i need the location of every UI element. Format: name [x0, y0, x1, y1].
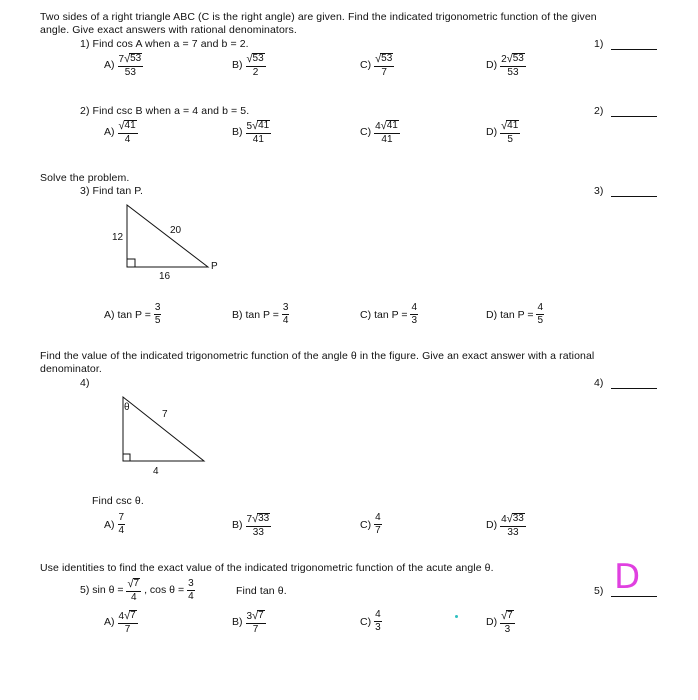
q3-answer-line[interactable] [611, 186, 657, 197]
q3-vertex-p: P [211, 261, 218, 272]
q5-option-a-coef: 4 [118, 610, 125, 622]
q4-option-b-letter: B) [232, 519, 243, 532]
section2-heading: Solve the problem. [40, 172, 130, 184]
q4-option-c-num: 4 [375, 512, 381, 523]
q4-answer-label: 4) [594, 377, 604, 389]
q3-option-d-num: 4 [537, 302, 544, 313]
q3-hypotenuse: 20 [170, 225, 182, 236]
q5-option-d-value: √ 7 3 [501, 609, 513, 635]
q4-triangle-figure [110, 393, 220, 483]
q2-option-a-value: √ 41 4 [118, 119, 136, 145]
q4-number: 4) [80, 377, 90, 389]
q2-option-b-value: 5 √ 41 41 [246, 119, 270, 145]
q2-option-c-den: 41 [381, 133, 393, 145]
q4-option-b-value: 7 √ 33 33 [246, 512, 270, 538]
q5-option-d-den: 3 [504, 623, 511, 635]
q2-option-a-letter: A) [104, 126, 115, 139]
q1-option-c-letter: C) [360, 59, 372, 72]
q5-option-c-den: 3 [375, 622, 381, 633]
q5-option-a[interactable] [104, 610, 138, 635]
q4-option-c[interactable] [360, 513, 382, 536]
q1-option-c-den: 7 [381, 66, 387, 78]
q1-option-d-radicand: 53 [512, 53, 524, 64]
q1-option-a-coef: 7 [118, 53, 125, 65]
q2-answer-line[interactable] [611, 106, 657, 117]
q1-option-c-value: √ 53 7 [375, 52, 393, 78]
q3-side-vertical: 12 [112, 232, 124, 243]
q1-option-b[interactable] [232, 53, 266, 78]
q3-answer-label: 3) [594, 185, 604, 197]
q3-option-c[interactable] [360, 303, 418, 326]
q5-option-a-den: 7 [124, 623, 131, 635]
q1-option-c[interactable] [360, 53, 394, 78]
q1-answer-label: 1) [594, 38, 604, 50]
q4-option-d-letter: D) [486, 519, 498, 532]
q5-cos-prefix: , cos θ = [144, 584, 185, 597]
q3-option-b[interactable] [232, 303, 289, 326]
section3-instructions-line1: Find the value of the indicated trigonometric function of the angle θ in the figure. Give an exact answer with a rational [40, 350, 595, 362]
q1-option-d-den: 53 [507, 66, 519, 78]
q3-option-c-letter: C) [360, 308, 372, 321]
q4-angle-theta: θ [124, 402, 130, 413]
q4-option-b-den: 33 [252, 526, 264, 538]
q5-option-d-radicand: 7 [507, 610, 513, 621]
q4-option-d-coef: 4 [501, 513, 507, 525]
q1-option-d-coef: 2 [501, 53, 507, 65]
q2-option-c-coef: 4 [375, 120, 381, 132]
q5-answer-label: 5) [594, 585, 604, 597]
q1-option-b-radicand: 53 [252, 53, 264, 64]
q5-option-b-coef: 3 [246, 610, 253, 622]
q2-answer-blank[interactable] [594, 105, 657, 117]
q4-option-a-num: 7 [118, 512, 125, 523]
section1-instructions-line2: angle. Give exact answers with rational denominators. [40, 24, 297, 36]
q5-sin-value: √ 7 4 [127, 577, 140, 603]
q4-right-angle-mark [123, 454, 130, 461]
q3-option-d-prefix: tan P = [500, 308, 534, 321]
q3-option-c-value [410, 303, 418, 326]
q2-option-b[interactable] [232, 120, 271, 145]
q4-option-a-den: 4 [118, 525, 125, 536]
q3-option-a[interactable] [104, 303, 161, 326]
q1-option-a-value: 7 √ 53 53 [118, 52, 142, 78]
q4-answer-line[interactable] [611, 378, 657, 389]
q5-option-b-letter: B) [232, 616, 243, 629]
q4-option-b[interactable] [232, 513, 271, 538]
q5-option-c-value [374, 610, 382, 633]
q5-cos-num: 3 [188, 577, 194, 589]
q4-option-c-value [374, 513, 382, 536]
q5-cos-value [187, 579, 195, 602]
q4-option-b-radicand: 33 [258, 513, 270, 524]
q3-option-d-den: 5 [537, 315, 544, 326]
q2-option-c[interactable] [360, 120, 400, 145]
q2-option-d-value: √ 41 5 [501, 119, 519, 145]
q5-option-c-num: 4 [375, 609, 381, 620]
q3-option-d-value [536, 303, 544, 326]
q2-option-c-radicand: 41 [386, 120, 398, 131]
q5-option-b-radicand: 7 [258, 610, 264, 621]
q5-cos-den: 4 [188, 590, 194, 602]
q3-option-c-num: 4 [411, 302, 418, 313]
q1-option-b-den: 2 [252, 66, 259, 78]
q4-option-a-value [118, 513, 126, 536]
q3-option-b-prefix: tan P = [245, 308, 279, 321]
q1-option-a-den: 53 [124, 66, 136, 78]
q3-option-a-den: 5 [154, 315, 161, 326]
q3-right-angle-mark [127, 259, 135, 267]
q2-option-c-value: 4 √ 41 41 [375, 119, 398, 145]
q3-option-b-letter: B) [232, 308, 243, 321]
q3-option-d-letter: D) [486, 308, 498, 321]
q3-answer-blank[interactable] [594, 185, 657, 197]
q1-answer-line[interactable] [611, 39, 657, 50]
q3-option-a-value [154, 303, 162, 326]
q1-option-a-letter: A) [104, 59, 115, 72]
section3-instructions-line2: denominator. [40, 363, 102, 375]
q5-option-c[interactable] [360, 610, 382, 633]
q4-option-a-letter: A) [104, 518, 115, 531]
q4-option-d[interactable] [486, 513, 526, 538]
q1-option-d-letter: D) [486, 59, 498, 72]
q2-option-c-letter: C) [360, 126, 372, 139]
q3-option-a-prefix: tan P = [117, 308, 151, 321]
q3-side-horizontal: 16 [159, 271, 171, 282]
q3-option-c-prefix: tan P = [374, 308, 408, 321]
q4-option-d-value: 4 √ 33 33 [501, 512, 524, 538]
q3-triangle [127, 205, 208, 267]
q4-hypotenuse: 7 [162, 409, 168, 420]
q5-option-b-value: 3 √ 7 7 [246, 609, 264, 635]
q2-prompt: 2) Find csc B when a = 4 and b = 5. [80, 105, 250, 117]
q2-option-d-letter: D) [486, 126, 498, 139]
q2-option-b-letter: B) [232, 126, 243, 139]
q4-base: 4 [153, 466, 159, 477]
q1-option-b-letter: B) [232, 59, 243, 72]
q2-option-b-den: 41 [252, 133, 264, 145]
q1-option-a-radicand: 53 [130, 53, 142, 64]
q3-option-b-num: 3 [282, 302, 289, 313]
stray-dot [455, 615, 458, 618]
q3-option-b-value [282, 303, 290, 326]
q2-option-a-radicand: 41 [124, 120, 136, 131]
q3-prompt: 3) Find tan P. [80, 185, 144, 197]
q3-option-a-num: 3 [154, 302, 161, 313]
q3-triangle-figure [100, 195, 230, 285]
q5-option-d-letter: D) [486, 616, 498, 629]
q2-option-a-den: 4 [124, 133, 131, 145]
q4-option-c-letter: C) [360, 518, 372, 531]
q5-option-a-value: 4 √ 7 7 [118, 609, 136, 635]
q5-sin-radicand: 7 [133, 578, 140, 589]
q4-option-a[interactable] [104, 513, 125, 536]
q1-option-c-radicand: 53 [381, 53, 393, 64]
q5-option-d[interactable] [486, 610, 515, 635]
q5-prefix: 5) sin θ = [80, 584, 124, 597]
q5-handwritten-answer: D [614, 557, 641, 597]
q5-option-c-letter: C) [360, 615, 372, 628]
q3-option-b-den: 4 [282, 315, 289, 326]
q2-answer-label: 2) [594, 105, 604, 117]
q4-option-b-coef: 7 [246, 513, 253, 525]
q1-answer-blank[interactable] [594, 38, 657, 50]
q4-prompt: Find csc θ. [92, 495, 144, 507]
q2-option-a[interactable] [104, 120, 138, 145]
q5-option-a-letter: A) [104, 616, 115, 629]
q2-option-d-radicand: 41 [507, 120, 519, 131]
q4-option-d-radicand: 33 [512, 513, 524, 524]
section4-instructions: Use identities to find the exact value of the indicated trigonometric function of the acute angle θ. [40, 562, 494, 574]
section1-instructions-line1: Two sides of a right triangle ABC (C is the right angle) are given. Find the indicated trigonometric function of the given [40, 11, 597, 23]
q3-option-c-den: 3 [411, 315, 418, 326]
q2-option-d-den: 5 [507, 133, 513, 145]
q2-option-d[interactable] [486, 120, 520, 145]
q2-option-b-coef: 5 [246, 120, 253, 132]
q5-find: Find tan θ. [236, 585, 287, 597]
q5-option-b-den: 7 [252, 623, 259, 635]
q1-option-d-value: 2 √ 53 53 [501, 52, 524, 78]
q2-option-b-radicand: 41 [258, 120, 270, 131]
q5-option-a-radicand: 7 [130, 610, 136, 621]
q5-option-b[interactable] [232, 610, 266, 635]
q1-option-d[interactable] [486, 53, 526, 78]
q3-option-d[interactable] [486, 303, 544, 326]
q4-answer-blank[interactable] [594, 377, 657, 389]
q4-option-d-den: 33 [507, 526, 519, 538]
q1-option-a[interactable] [104, 53, 143, 78]
q4-triangle [123, 397, 204, 461]
q4-option-c-den: 7 [375, 525, 381, 536]
q3-option-a-letter: A) [104, 308, 115, 321]
q5-sin-den: 4 [131, 591, 137, 603]
q5-prompt [80, 578, 195, 603]
q1-option-b-value: √ 53 2 [246, 52, 264, 78]
q1-prompt: 1) Find cos A when a = 7 and b = 2. [80, 38, 249, 50]
